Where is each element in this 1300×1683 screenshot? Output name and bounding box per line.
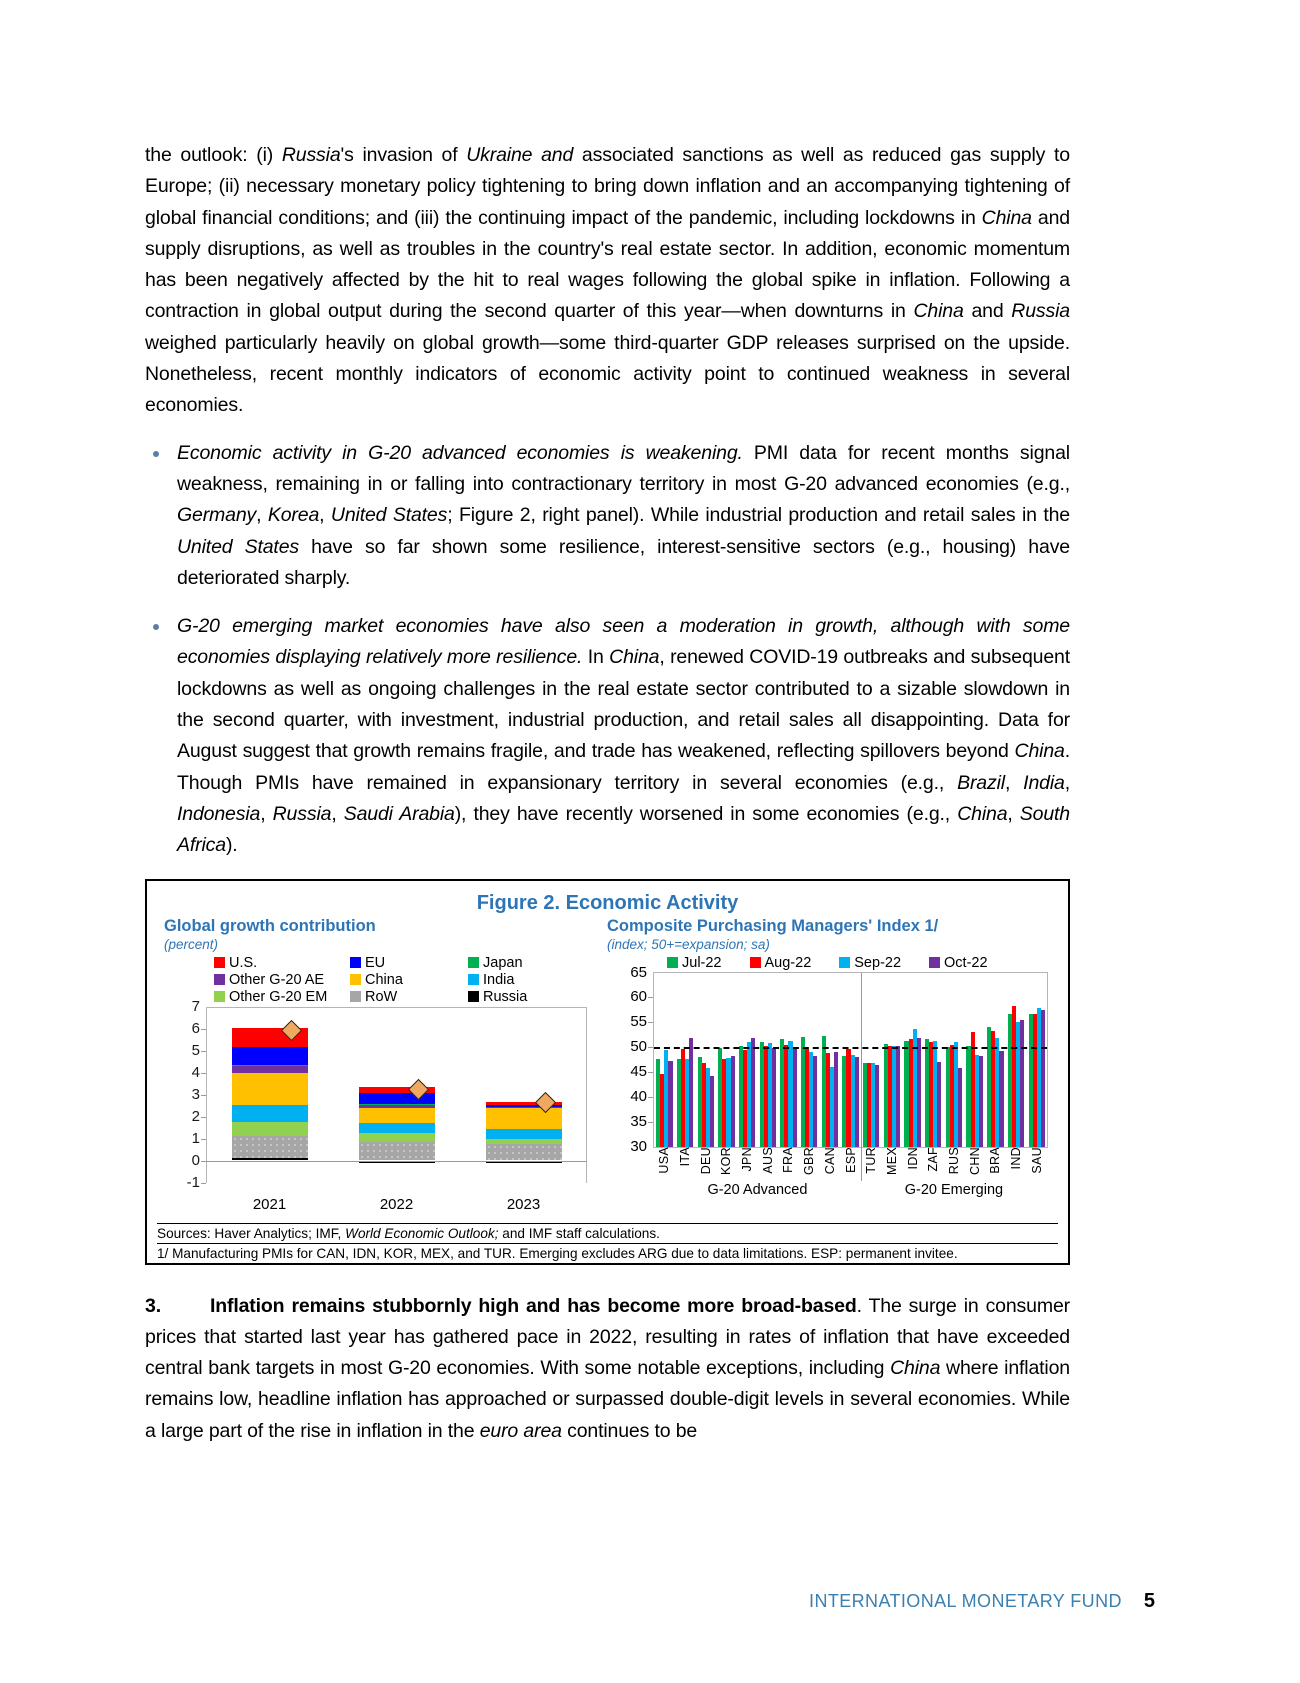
footer-organization: INTERNATIONAL MONETARY FUND	[809, 1591, 1122, 1611]
paragraph-3-lead: Inflation remains stubbornly high and has become more broad-based	[209, 1294, 857, 1317]
right-country-group	[654, 973, 675, 1147]
left-bar-segment	[232, 1122, 308, 1136]
right-y-tick-label: 50	[630, 1038, 647, 1056]
left-chart-plot	[164, 997, 599, 1219]
legend-label-jul22: Jul-22	[682, 954, 722, 971]
right-country-group	[695, 973, 716, 1147]
left-bar-segment	[359, 1108, 435, 1123]
left-y-tick-label: 3	[191, 1085, 200, 1103]
right-country-label-cell	[799, 1147, 820, 1180]
left-bar-segment	[359, 1123, 435, 1134]
figure-footnote: 1/ Manufacturing PMIs for CAN, IDN, KOR, MEX, and TUR. Emerging excludes ARG due to data limitations. ESP: permanent invitee.	[157, 1246, 958, 1262]
right-x-tick-label: BRA	[988, 1146, 1003, 1174]
right-y-tick-mark	[648, 1047, 653, 1048]
legend-swatch-other-g20-em	[214, 991, 225, 1002]
left-x-tick-label: 2022	[379, 1195, 414, 1213]
legend-item-us	[214, 955, 350, 971]
right-bars	[654, 973, 1047, 1147]
legend-swatch-china	[350, 974, 361, 985]
legend-item-russia	[468, 989, 578, 1005]
right-country-group	[923, 973, 944, 1147]
legend-item-jul22	[667, 955, 722, 971]
right-group-labels	[654, 1182, 1047, 1198]
legend-item-other-g20-em	[214, 989, 350, 1005]
right-country-group	[985, 973, 1006, 1147]
right-country-group	[778, 973, 799, 1147]
right-country-label-cell	[923, 1147, 944, 1180]
right-pmi-bar	[668, 1061, 672, 1147]
figure-sources	[157, 1225, 1058, 1243]
legend-label-oct22: Oct-22	[944, 954, 988, 971]
bullet-item-1: Economic activity in G-20 advanced economies is weakening. PMI data for recent months signal weakness, remaining in or falling into contractionary territory in most G-20 advanced economies (e.g., Germany, Korea, United States; Figure 2, right panel). While industrial production and retail sales in the United States have so far shown some resilience, interest-sensitive sectors (e.g., housing) have deteriorated sharply.	[145, 438, 1070, 594]
legend-item-row	[350, 989, 468, 1005]
legend-swatch-sep22	[839, 957, 850, 968]
legend-swatch-aug22	[750, 957, 761, 968]
left-y-tick-label: 2	[191, 1107, 200, 1125]
right-country-label-cell	[778, 1147, 799, 1180]
right-country-group	[799, 973, 820, 1147]
right-country-label-cell	[902, 1147, 923, 1180]
right-country-label-cell	[820, 1147, 841, 1180]
panel-global-growth-contribution	[147, 917, 599, 1219]
legend-label-india: India	[483, 971, 515, 988]
right-country-group	[1006, 973, 1027, 1147]
right-y-tick-mark	[648, 1022, 653, 1023]
left-chart-title: Global growth contribution	[164, 916, 376, 935]
right-pmi-bar	[1041, 1010, 1045, 1146]
right-x-tick-label: SAU	[1029, 1146, 1044, 1174]
sources-suffix: and IMF staff calculations.	[498, 1225, 660, 1241]
right-pmi-bar	[917, 1038, 921, 1146]
legend-label-row: RoW	[365, 988, 398, 1005]
legend-item-oct22	[929, 955, 988, 971]
document-page	[145, 140, 1070, 1463]
right-x-tick-label: CAN	[822, 1146, 837, 1174]
legend-swatch-russia	[468, 991, 479, 1002]
legend-item-india	[468, 972, 578, 988]
right-pmi-bar	[710, 1076, 714, 1146]
left-y-tick-label: 6	[191, 1019, 200, 1037]
right-country-group	[861, 973, 882, 1147]
right-pmi-bar	[793, 1047, 797, 1146]
right-chart-legend	[667, 955, 1054, 971]
bullet-list	[145, 438, 1070, 862]
legend-label-us: U.S.	[229, 954, 258, 971]
right-y-tick-mark	[648, 997, 653, 998]
right-country-group	[757, 973, 778, 1147]
right-country-label-cell	[695, 1147, 716, 1180]
legend-swatch-india	[468, 974, 479, 985]
notes-divider	[157, 1243, 1058, 1244]
right-country-group	[944, 973, 965, 1147]
right-x-tick-label: IDN	[905, 1146, 920, 1169]
sources-italic: World Economic Outlook;	[345, 1225, 499, 1241]
right-x-tick-label: JPN	[740, 1146, 755, 1172]
left-bar-segment	[486, 1129, 562, 1139]
right-y-tick-label: 60	[630, 988, 647, 1006]
left-y-tick-label: 4	[191, 1063, 200, 1081]
figure-notes	[157, 1223, 1058, 1263]
right-country-label-cell	[654, 1147, 675, 1180]
right-country-label-cell	[964, 1147, 985, 1180]
right-country-group	[716, 973, 737, 1147]
legend-swatch-oct22	[929, 957, 940, 968]
right-pmi-bar	[999, 1051, 1003, 1146]
left-bar-segment	[232, 1066, 308, 1073]
legend-label-russia: Russia	[483, 988, 528, 1005]
left-bar-segment	[232, 1047, 308, 1064]
right-country-label-cell	[840, 1147, 861, 1180]
legend-swatch-us	[214, 957, 225, 968]
left-bars	[206, 1007, 587, 1183]
right-y-tick-label: 55	[630, 1013, 647, 1031]
right-country-label-cell	[675, 1147, 696, 1180]
right-country-label-cell	[1026, 1147, 1047, 1180]
legend-label-china: China	[365, 971, 403, 988]
right-country-group	[840, 973, 861, 1147]
right-country-group	[902, 973, 923, 1147]
legend-item-japan	[468, 955, 578, 971]
legend-item-sep22	[839, 955, 901, 971]
right-x-tick-label: DEU	[698, 1146, 713, 1174]
right-x-tick-label: IND	[1009, 1146, 1024, 1169]
legend-item-aug22	[750, 955, 812, 971]
right-country-group	[737, 973, 758, 1147]
right-x-tick-label: KOR	[719, 1146, 734, 1175]
legend-item-other-g20-ae	[214, 972, 350, 988]
right-y-tick-label: 45	[630, 1062, 647, 1080]
left-bar-segment	[359, 1133, 435, 1142]
right-x-tick-label: ZAF	[926, 1146, 941, 1172]
figure-2	[145, 879, 1070, 1265]
right-country-group	[964, 973, 985, 1147]
right-pmi-bar	[813, 1056, 817, 1146]
right-y-tick-label: 30	[630, 1137, 647, 1155]
paragraph-3-number: 3.	[145, 1294, 161, 1317]
legend-label-eu: EU	[365, 954, 386, 971]
right-pmi-bar	[731, 1056, 735, 1146]
right-pmi-bar	[751, 1038, 755, 1146]
footer-page-number: 5	[1143, 1590, 1155, 1612]
left-bar-segment	[232, 1073, 308, 1106]
right-pmi-bar	[937, 1062, 941, 1147]
legend-label-other-g20-em: Other G-20 EM	[229, 988, 328, 1005]
right-x-tick-label: ESP	[843, 1146, 858, 1173]
right-country-label-cell	[716, 1147, 737, 1180]
right-pmi-bar	[1020, 1020, 1024, 1147]
left-y-tick-label: -1	[186, 1173, 200, 1191]
left-y-tick-label: 5	[191, 1041, 200, 1059]
left-chart-subtitle: (percent)	[164, 936, 219, 952]
panel-composite-pmi	[599, 917, 1054, 1219]
right-pmi-bar	[958, 1068, 962, 1147]
legend-swatch-jul22	[667, 957, 678, 968]
right-country-label-cell	[944, 1147, 965, 1180]
paragraph-3: 3. Inflation remains stubbornly high and has become more broad-based. The surge in consumer prices that started last year has gathered pace in 2022, resulting in rates of inflation that have exceeded central bank targets in most G-20 economies. With some notable exceptions, including China where inflation remains low, headline inflation has approached or surpassed double-digit levels in several economies. While a large part of the rise in inflation in the euro area continues to be	[145, 1294, 1070, 1442]
left-bar-group	[460, 1007, 587, 1183]
left-y-tick-label: 1	[191, 1129, 200, 1147]
right-x-tick-label: CHN	[967, 1146, 982, 1175]
legend-swatch-japan	[468, 957, 479, 968]
left-chart-legend	[214, 955, 599, 1005]
right-country-label-cell	[757, 1147, 778, 1180]
right-country-label-cell	[882, 1147, 903, 1180]
left-bar-group	[333, 1007, 460, 1183]
right-x-tick-label: MEX	[884, 1146, 899, 1175]
left-bar-segment	[486, 1108, 562, 1128]
legend-label-sep22: Sep-22	[854, 954, 902, 971]
right-country-label-cell	[861, 1147, 882, 1180]
right-reference-line-50	[654, 1047, 1047, 1049]
legend-swatch-eu	[350, 957, 361, 968]
left-y-tick-mark	[201, 1183, 206, 1184]
right-chart-plot	[607, 963, 1054, 1184]
right-x-tick-label: GBR	[802, 1146, 817, 1175]
left-bar-segment	[232, 1105, 308, 1122]
right-group-label: G-20 Emerging	[904, 1181, 1004, 1198]
left-y-tick-label: 7	[191, 997, 200, 1015]
legend-item-china	[350, 972, 468, 988]
legend-swatch-row	[350, 991, 361, 1002]
right-country-label-cell	[1006, 1147, 1027, 1180]
right-country-label-cell	[985, 1147, 1006, 1180]
right-y-tick-mark	[648, 1072, 653, 1073]
left-x-tick-label: 2023	[506, 1195, 541, 1213]
right-x-tick-label: TUR	[864, 1146, 879, 1174]
left-bar-segment	[486, 1144, 562, 1160]
right-x-tick-label: FRA	[781, 1146, 796, 1173]
right-chart-subtitle: (index; 50+=expansion; sa)	[607, 936, 770, 952]
right-pmi-bar	[875, 1065, 879, 1147]
right-x-tick-label: USA	[657, 1146, 672, 1174]
left-bar-group	[206, 1007, 333, 1183]
figure-title: Figure 2. Economic Activity	[476, 891, 739, 914]
right-country-group	[675, 973, 696, 1147]
bullet-item-2: G-20 emerging market economies have also seen a moderation in growth, although with some economies displaying relatively more resilience. In China, renewed COVID-19 outbreaks and subsequent lockdowns as well as ongoing challenges in the real estate sector contributed to a sizable slowdown in the second quarter, with investment, industrial production, and retail sales all disappointing. Data for August suggest that growth remains fragile, and trade has weakened, reflecting spillovers beyond China. Though PMIs have remained in expansionary territory in several economies (e.g., Brazil, India, Indonesia, Russia, Saudi Arabia), they have recently worsened in some economies (e.g., China, South Africa).	[145, 611, 1070, 861]
right-x-tick-label: ITA	[678, 1146, 693, 1166]
right-group-separator	[861, 973, 862, 1181]
right-country-group	[1026, 973, 1047, 1147]
right-pmi-bar	[772, 1048, 776, 1146]
left-x-axis	[206, 1196, 587, 1213]
right-group-label: G-20 Advanced	[707, 1181, 808, 1198]
left-zero-line	[206, 1161, 587, 1162]
right-x-tick-label: AUS	[760, 1146, 775, 1174]
legend-item-eu	[350, 955, 468, 971]
right-y-tick-mark	[648, 1122, 653, 1123]
right-country-label-cell	[737, 1147, 758, 1180]
left-x-tick-label: 2021	[252, 1195, 287, 1213]
left-bar-segment	[232, 1136, 308, 1158]
legend-label-japan: Japan	[483, 954, 523, 971]
legend-label-aug22: Aug-22	[764, 954, 812, 971]
right-y-tick-label: 40	[630, 1087, 647, 1105]
right-x-axis	[654, 1147, 1047, 1180]
right-country-group	[820, 973, 841, 1147]
right-x-tick-label: RUS	[946, 1146, 961, 1174]
sources-prefix: Sources: Haver Analytics; IMF,	[157, 1225, 346, 1241]
paragraph-1: the outlook: (i) Russia's invasion of Ukraine and associated sanctions as well as reduced gas supply to Europe; (ii) necessary monetary policy tightening to bring down inflation and an accompanying tightening of global financial conditions; and (iii) the continuing impact of the pandemic, including lockdowns in China and supply disruptions, as well as troubles in the country's real estate sector. In addition, economic momentum has been negatively affected by the hit to real wages following the global spike in inflation. Following a contraction in global output during the second quarter of this year—when downturns in China and Russia weighed particularly heavily on global growth—some third-quarter GDP releases surprised on the upside. Nonetheless, recent monthly indicators of economic activity point to continued weakness in several economies.	[145, 144, 1071, 417]
right-y-tick-label: 65	[630, 963, 647, 981]
right-pmi-bar	[834, 1052, 838, 1147]
right-pmi-bar	[979, 1056, 983, 1147]
legend-label-other-g20-ae: Other G-20 AE	[229, 971, 325, 988]
right-pmi-bar	[855, 1057, 859, 1146]
right-y-tick-label: 35	[630, 1112, 647, 1130]
right-y-tick-mark	[648, 1097, 653, 1098]
right-pmi-bar	[689, 1038, 693, 1147]
right-pmi-bar	[896, 1046, 900, 1146]
page-footer	[0, 1590, 1300, 1613]
right-chart-title: Composite Purchasing Managers' Index 1/	[607, 916, 939, 935]
left-bar-segment	[359, 1142, 435, 1160]
legend-swatch-other-g20-ae	[214, 974, 225, 985]
right-country-group	[882, 973, 903, 1147]
left-y-tick-label: 0	[191, 1151, 200, 1169]
